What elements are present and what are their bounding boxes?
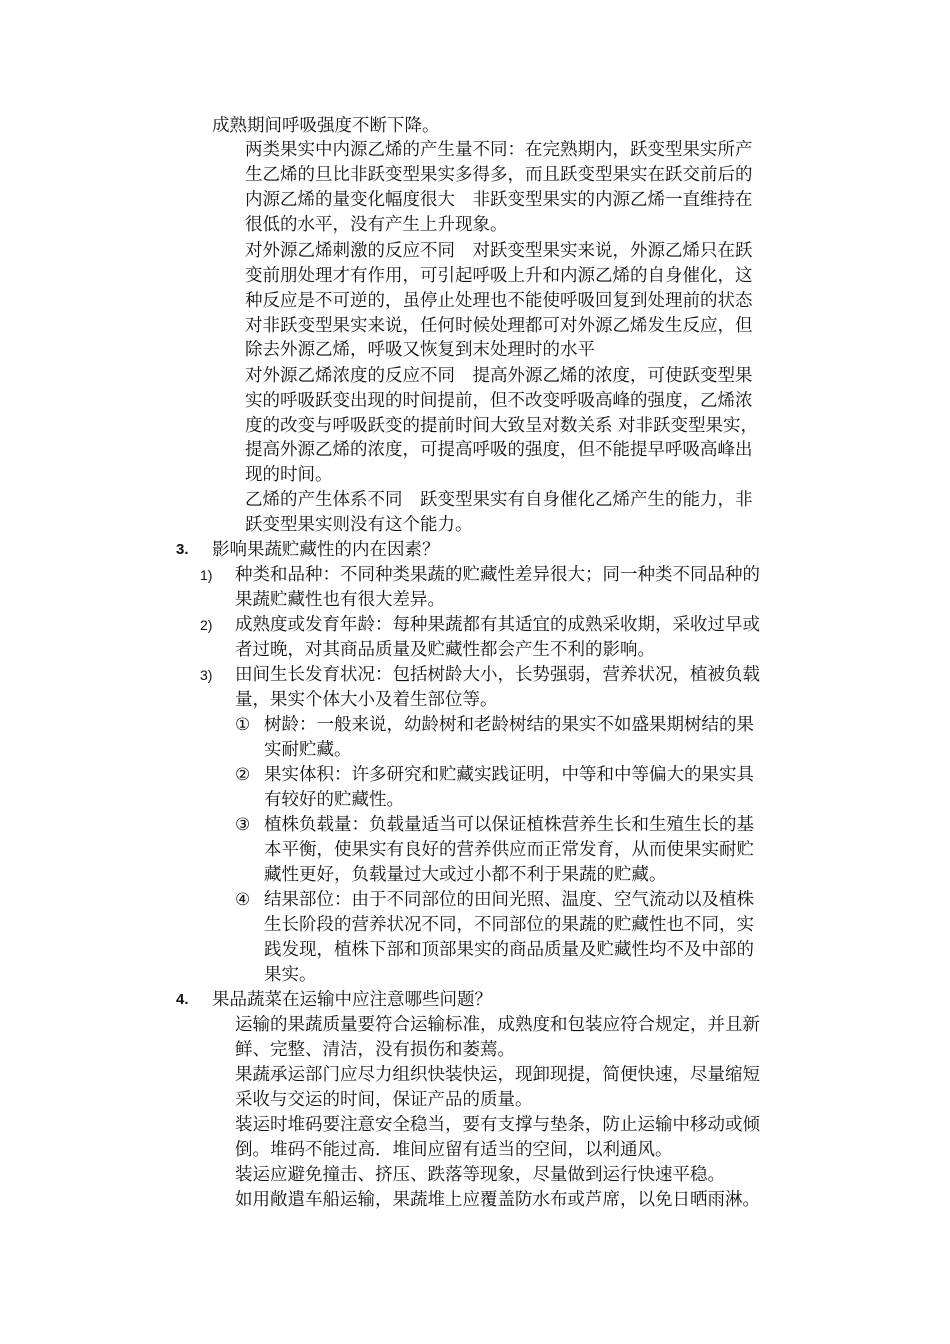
answer-line: 果蔬承运部门应尽力组织快装快运，现卸现提，简便快速，尽量缩短 (235, 1065, 760, 1085)
circled-number: ② (235, 765, 251, 785)
paragraph-line: 对非跃变型果实来说，任何时候处理都可对外源乙烯发生反应，但 (245, 316, 753, 336)
circled-number: ④ (235, 890, 251, 910)
subitem-line: 果实。 (264, 965, 317, 985)
item-line: 者过晚，对其商品质量及贮藏性都会产生不利的影响。 (235, 640, 655, 660)
paragraph-line: 除去外源乙烯，呼吸又恢复到末处理时的水平 (245, 340, 595, 360)
subitem-line: 有较好的贮藏性。 (264, 790, 404, 810)
answer-line: 如用敞遣车船运输，果蔬堆上应覆盖防水布或芦席，以免日晒雨淋。 (235, 1190, 760, 1210)
item-number: 2) (200, 617, 213, 633)
item-line: 量，果实个体大小及着生部位等。 (235, 690, 498, 710)
answer-line: 采收与交运的时间，保证产品的质量。 (235, 1090, 533, 1110)
item-line: 成熟度或发育年龄：每种果蔬都有其适宜的成熟采收期，采收过早或 (235, 615, 760, 635)
item-number: 1) (200, 567, 213, 583)
item-line: 田间生长发育状况：包括树龄大小，长势强弱，营养状况，植被负载 (235, 665, 760, 685)
paragraph-line: 变前朋处理才有作用，可引起呼吸上升和内源乙烯的自身催化，这 (245, 266, 753, 286)
paragraph-line: 跃变型果实则没有这个能力。 (245, 515, 473, 535)
item-line: 种类和品种：不同种类果蔬的贮藏性差异很大；同一种类不同品种的 (235, 565, 760, 585)
item-line: 果蔬贮藏性也有很大差异。 (235, 590, 445, 610)
subitem-line: 植株负载量：负载量适当可以保证植株营养生长和生殖生长的基 (264, 815, 754, 835)
answer-line: 鲜、完整、清洁，没有损伤和萎蔫。 (235, 1040, 515, 1060)
paragraph-line: 两类果实中内源乙烯的产生量不同：在完熟期内，跃变型果实所产 (245, 140, 753, 160)
circled-number: ③ (235, 815, 251, 835)
question-title: 果品蔬菜在运输中应注意哪些问题？ (212, 990, 492, 1010)
answer-line: 装运时堆码要注意安全稳当，要有支撑与垫条，防止运输中移动或倾 (235, 1115, 760, 1135)
paragraph-line: 对外源乙烯刺激的反应不同 对跃变型果实来说，外源乙烯只在跃 (245, 241, 753, 261)
question-title: 影响果蔬贮藏性的内在因素？ (212, 540, 440, 560)
paragraph-line: 乙烯的产生体系不同 跃变型果实有自身催化乙烯产生的能力，非 (245, 490, 753, 510)
subitem-line: 践发现，植株下部和顶部果实的商品质量及贮藏性均不及中部的 (264, 940, 754, 960)
item-number: 3) (200, 667, 213, 683)
paragraph-line: 度的改变与呼吸跃变的提前时间大致呈对数关系 对非跃变型果实， (245, 416, 759, 436)
subitem-line: 生长阶段的营养状况不同，不同部位的果蔬的贮藏性也不同，实 (264, 915, 754, 935)
question-number: 4. (176, 991, 189, 1008)
answer-line: 倒。堆码不能过高．堆间应留有适当的空间，以利通风。 (235, 1140, 673, 1160)
paragraph-line: 对外源乙烯浓度的反应不同 提高外源乙烯的浓度，可使跃变型果 (245, 366, 753, 386)
subitem-line: 实耐贮藏。 (264, 740, 352, 760)
question-number: 3. (176, 541, 189, 558)
subitem-line: 树龄：一般来说，幼龄树和老龄树结的果实不如盛果期树结的果 (264, 715, 754, 735)
answer-line: 运输的果蔬质量要符合运输标准，成熟度和包装应符合规定，并且新 (235, 1015, 760, 1035)
paragraph-line: 很低的水平，没有产生上升现象。 (245, 215, 508, 235)
circled-number: ① (235, 715, 251, 735)
answer-line: 装运应避免撞击、挤压、跌落等现象，尽量做到运行快速平稳。 (235, 1165, 725, 1185)
paragraph-line: 现的时间。 (245, 465, 333, 485)
paragraph-line: 生乙烯的旦比非跃变型果实多得多，而且跃变型果实在跃交前后的 (245, 165, 753, 185)
subitem-line: 本平衡，使果实有良好的营养供应而正常发育，从而使果实耐贮 (264, 840, 754, 860)
paragraph-line: 提高外源乙烯的浓度，可提高呼吸的强度，但不能提早呼吸高峰出 (245, 440, 753, 460)
subitem-line: 果实体积：许多研究和贮藏实践证明，中等和中等偏大的果实具 (264, 765, 754, 785)
subitem-line: 藏性更好，负载量过大或过小都不利于果蔬的贮藏。 (264, 865, 667, 885)
subitem-line: 结果部位：由于不同部位的田间光照、温度、空气流动以及植株 (264, 890, 754, 910)
paragraph-line: 种反应是不可逆的，虽停止处理也不能使呼吸回复到处理前的状态 (245, 291, 753, 311)
paragraph-line: 成熟期间呼吸强度不断下降。 (212, 116, 440, 136)
paragraph-line: 内源乙烯的量变化幅度很大 非跃变型果实的内源乙烯一直维持在 (245, 190, 753, 210)
paragraph-line: 实的呼吸跃变出现的时间提前，但不改变呼吸高峰的强度，乙烯浓 (245, 391, 753, 411)
